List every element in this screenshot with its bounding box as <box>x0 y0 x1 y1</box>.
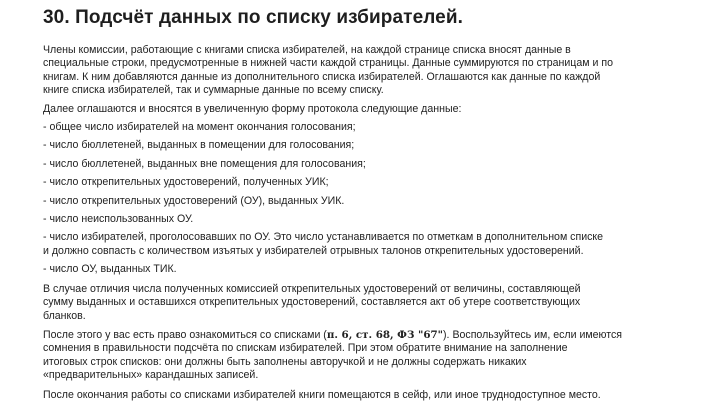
text-line: В случае отличия числа полученных комиссией открепительных удостоверений от величины, составляющей <box>43 282 581 295</box>
text-line: «предварительных» карандашных записей. <box>43 369 259 382</box>
page-title: 30. Подсчёт данных по списку избирателей. <box>43 7 463 28</box>
list-item: - общее число избирателей на момент окончания голосования; <box>43 121 356 134</box>
data-list <box>43 121 693 277</box>
law-reference: п. 6, ст. 68, ФЗ "67" <box>326 328 444 341</box>
list-item <box>43 231 693 258</box>
text-fragment: После этого у вас есть право ознакомиться со списками ( <box>43 328 327 341</box>
list-item: - число ОУ, выданных ТИК. <box>43 263 177 276</box>
text-line: - число избирателей, проголосовавших по ОУ. Это число устанавливается по отметкам в дополнительном списке <box>43 231 604 244</box>
text-line: специальные строки, предусмотренные в нижней части каждой страницы. Данные суммируются по страницам и по <box>43 57 613 70</box>
paragraph-intro <box>43 44 693 98</box>
list-item: - число бюллетеней, выданных вне помещения для голосования; <box>43 157 366 170</box>
paragraph-list-intro: Далее оглашаются и вносятся в увеличенную форму протокола следующие данные: <box>43 102 462 115</box>
paragraph-review <box>43 329 693 383</box>
list-item: - число открепительных удостоверений (ОУ), выданных УИК. <box>43 194 345 207</box>
text-line: сумму выданных и оставшихся открепительных удостоверений, составляется акт об утере соответствующих <box>43 296 581 309</box>
text-line: сомнения в правильности подсчёта по спискам избирателей. При этом обратите внимание на заполнение <box>43 342 568 355</box>
text-fragment: ). Воспользуйтесь им, если имеются <box>443 328 623 341</box>
text-line: итоговых строк списков: они должны быть заполнены авторучкой и не должны содержать никаких <box>43 355 527 368</box>
text-line: и должно совпасть с количеством изъятых у избирателей отрывных талонов открепительных удостоверений. <box>43 244 584 257</box>
list-item: - число открепительных удостоверений, полученных УИК; <box>43 176 329 189</box>
list-item: - число неиспользованных ОУ. <box>43 213 194 226</box>
text-line: бланков. <box>43 309 86 322</box>
document-body <box>43 44 693 402</box>
text-line <box>43 329 693 342</box>
text-line: Члены комиссии, работающие с книгами списка избирателей, на каждой странице списка вносят данные в <box>43 44 571 56</box>
text-line: книге списка избирателей, так и суммарные данные по всему списку. <box>43 84 384 97</box>
paragraph-discrepancy <box>43 283 693 323</box>
paragraph-closing: После окончания работы со списками избирателей книги помещаются в сейф, или иное труднодоступное место. <box>43 388 601 401</box>
list-item: - число бюллетеней, выданных в помещении для голосования; <box>43 139 355 152</box>
text-line: книгам. К ним добавляются данные из дополнительного списка избирателей. Оглашаются как данные по каждой <box>43 70 601 83</box>
